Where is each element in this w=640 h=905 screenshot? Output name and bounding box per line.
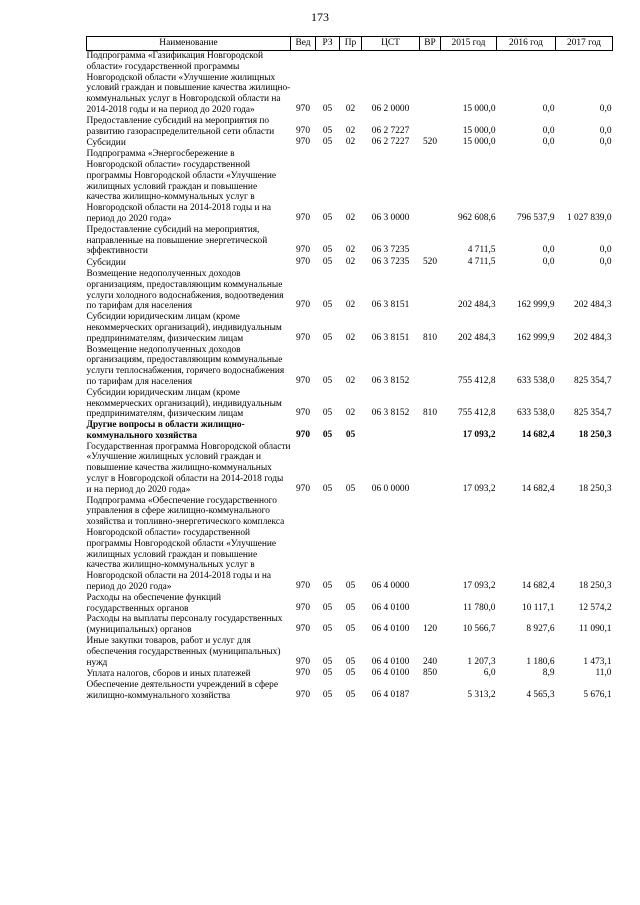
row-rz: 05	[322, 103, 333, 114]
row-ved: 970	[295, 483, 311, 494]
header-2015: 2015 год	[441, 37, 497, 51]
row-cst	[362, 420, 420, 442]
header-vr: ВР	[420, 37, 441, 51]
row-2015: 17 093,2	[462, 581, 496, 592]
row-pr: 05	[345, 668, 356, 679]
row-ved: 970	[295, 375, 311, 386]
row-2017: 202 484,3	[574, 300, 612, 311]
row-2016: 0,0	[542, 137, 555, 148]
row-pr: 02	[345, 408, 356, 419]
row-ved: 970	[295, 257, 311, 268]
row-rz: 05	[322, 375, 333, 386]
row-2016: 162 999,9	[517, 332, 555, 343]
row-2015: 202 484,3	[458, 300, 496, 311]
row-ved: 970	[295, 103, 311, 114]
row-ved: 970	[295, 245, 311, 256]
row-2016: 10 117,1	[522, 602, 555, 613]
row-2017: 0,0	[599, 125, 612, 136]
row-2015: 15 000,0	[462, 137, 496, 148]
row-cst: 06 2 7227	[371, 125, 410, 136]
table-row	[87, 668, 613, 680]
row-vr	[420, 420, 441, 442]
row-name: Другие вопросы в области жилищно-коммунального хозяйства	[86, 420, 245, 441]
row-ved: 970	[295, 332, 311, 343]
row-ved: 970	[295, 125, 311, 136]
row-ved: 970	[295, 624, 311, 635]
row-2017: 0,0	[599, 257, 612, 268]
table-row	[87, 680, 613, 702]
row-vr: 240	[422, 656, 438, 667]
row-pr: 05	[345, 429, 356, 440]
row-2015: 755 412,8	[458, 408, 496, 419]
table-row	[87, 51, 613, 116]
row-cst: 06 3 8151	[371, 332, 410, 343]
row-2016: 0,0	[542, 245, 555, 256]
row-cst: 06 3 8152	[371, 408, 410, 419]
row-vr: 120	[422, 624, 438, 635]
row-2017: 202 484,3	[574, 332, 612, 343]
row-pr: 02	[345, 212, 356, 223]
table-row	[87, 636, 613, 668]
table-row	[87, 496, 613, 593]
row-name: Уплата налогов, сборов и иных платежей	[86, 669, 251, 680]
row-ved: 970	[295, 429, 311, 440]
row-vr	[420, 116, 441, 138]
row-pr: 05	[345, 581, 356, 592]
row-rz: 05	[322, 602, 333, 613]
row-name: Подпрограмма «Энергосбережение в Новгородской области» государственной программы Новгородской области «Улучшение жилищных условий граждан и повышение качества жилищно-коммунальных услуг в Новгородской области на 2014-2018 годы и на период до 2020 года»	[86, 149, 277, 224]
row-name: Субсидии юридическим лицам (кроме некоммерческих организаций), индивидуальным предпринимателям, физическим лицам	[86, 387, 282, 420]
row-2017: 5 676,1	[583, 690, 612, 701]
row-2016: 14 682,4	[521, 429, 555, 440]
table-row	[87, 388, 613, 420]
row-name: Предоставление субсидий на мероприятия по развитию газораспределительной сети области	[86, 115, 275, 137]
header-2017: 2017 год	[556, 37, 613, 51]
row-cst: 06 4 0187	[371, 690, 410, 701]
row-2016: 162 999,9	[517, 300, 555, 311]
header-pr: Пр	[340, 37, 362, 51]
row-pr: 05	[345, 602, 356, 613]
row-ved: 970	[295, 300, 311, 311]
row-name: Возмещение недополученных доходов организациям, предоставляющим коммунальные услуги холодного водоснабжения, водоотведения по тарифам для населения	[86, 268, 284, 312]
row-2017: 11,0	[595, 668, 612, 679]
row-cst: 06 0 0000	[371, 483, 410, 494]
row-name: Подпрограмма «Обеспечение государственного управления в сфере жилищно-коммунального хозяйства и топливно-энергетического комплекса Новгородской области» государственной программы Новгородской области «Улучшение жилищных условий граждан и повышение качества жилищно-коммунальных услуг в Новгородской области на 2014-2018 годы и на период до 2020 года»	[86, 495, 285, 593]
row-cst: 06 4 0100	[371, 656, 410, 667]
row-vr	[420, 51, 441, 116]
row-2015: 17 093,2	[462, 483, 496, 494]
row-2015: 4 711,5	[467, 245, 496, 256]
row-rz: 05	[322, 257, 333, 268]
row-2017: 0,0	[599, 103, 612, 114]
row-rz: 05	[322, 624, 333, 635]
row-2015: 1 207,3	[467, 656, 496, 667]
row-2015: 15 000,0	[462, 125, 496, 136]
row-2015: 755 412,8	[458, 375, 496, 386]
row-vr	[420, 442, 441, 496]
header-cst: ЦСТ	[362, 37, 420, 51]
row-ved: 970	[295, 137, 311, 148]
row-2015: 5 313,2	[467, 690, 496, 701]
row-rz: 05	[322, 245, 333, 256]
row-cst: 06 3 0000	[371, 212, 410, 223]
row-2017: 12 574,2	[578, 602, 612, 613]
row-rz: 05	[322, 137, 333, 148]
row-2017: 11 090,1	[579, 624, 612, 635]
row-cst: 06 2 7227	[371, 137, 410, 148]
row-rz: 05	[322, 408, 333, 419]
row-pr: 05	[345, 690, 356, 701]
row-ved: 970	[295, 581, 311, 592]
row-ved: 970	[295, 212, 311, 223]
header-ved: Вед	[291, 37, 316, 51]
row-rz: 05	[322, 690, 333, 701]
table-header	[87, 37, 613, 51]
row-2017: 1 027 839,0	[566, 212, 612, 223]
row-2017: 0,0	[599, 245, 612, 256]
row-pr: 05	[345, 624, 356, 635]
row-vr: 520	[422, 137, 438, 148]
row-rz: 05	[322, 483, 333, 494]
row-pr: 05	[345, 656, 356, 667]
row-pr: 02	[345, 332, 356, 343]
row-ved: 970	[295, 690, 311, 701]
row-2017: 18 250,3	[578, 581, 612, 592]
row-2016: 8,9	[542, 668, 555, 679]
row-pr: 02	[345, 245, 356, 256]
row-cst: 06 3 7235	[371, 257, 410, 268]
table-row	[87, 442, 613, 496]
row-rz: 05	[322, 212, 333, 223]
row-cst: 06 2 0000	[371, 103, 410, 114]
row-cst: 06 4 0000	[371, 581, 410, 592]
row-name: Субсидии	[86, 138, 126, 149]
table-row	[87, 420, 613, 442]
row-cst: 06 4 0100	[371, 668, 410, 679]
row-vr	[420, 680, 441, 702]
row-2017: 1 473,1	[583, 656, 612, 667]
row-cst: 06 3 8152	[371, 375, 410, 386]
row-name: Подпрограмма «Газификация Новгородской области» государственной программы Новгородской области «Улучшение жилищных условий граждан и повышение качества жилищно-коммунальных услуг в Новгородской области на 2014-2018 годы и на период до 2020 года»	[86, 51, 291, 115]
row-2016: 633 538,0	[517, 408, 555, 419]
row-2016: 796 537,9	[517, 212, 555, 223]
row-2017: 18 250,3	[578, 429, 612, 440]
row-2017: 825 354,7	[574, 375, 612, 386]
row-rz: 05	[322, 429, 333, 440]
row-ved: 970	[295, 602, 311, 613]
row-2016: 14 682,4	[521, 483, 555, 494]
row-name: Расходы на выплаты персоналу государственных (муниципальных) органов	[86, 614, 283, 636]
row-2016: 1 180,6	[526, 656, 555, 667]
row-ved: 970	[295, 408, 311, 419]
row-2016: 0,0	[542, 103, 555, 114]
header-name: Наименование	[87, 37, 291, 51]
row-name: Предоставление субсидий на мероприятия, направленные на повышение энергетической эффективности	[86, 224, 268, 257]
row-2017: 825 354,7	[574, 408, 612, 419]
row-name: Государственная программа Новгородской области «Улучшение жилищных условий граждан и повышение качества жилищно-коммунальных услуг в Новгородской области на 2014-2018 годы и на период до 2020 года»	[86, 441, 291, 495]
row-name: Субсидии юридическим лицам (кроме некоммерческих организаций), индивидуальным предпринимателям, физическим лицам	[86, 312, 282, 344]
row-cst: 06 3 8151	[371, 300, 410, 311]
table-row	[87, 269, 613, 312]
table-row	[87, 312, 613, 344]
row-ved: 970	[295, 668, 311, 679]
table-row	[87, 116, 613, 138]
row-vr	[420, 496, 441, 593]
row-2015: 17 093,2	[462, 429, 496, 440]
row-pr: 02	[345, 375, 356, 386]
row-2016: 4 565,3	[526, 690, 555, 701]
row-vr	[420, 149, 441, 225]
row-pr: 02	[345, 103, 356, 114]
row-2016: 8 927,6	[526, 624, 555, 635]
budget-table	[86, 36, 613, 702]
row-rz: 05	[322, 125, 333, 136]
row-vr	[420, 225, 441, 257]
row-pr: 02	[345, 257, 356, 268]
row-2015: 6,0	[483, 668, 496, 679]
row-name: Обеспечение деятельности учреждений в сфере жилищно-коммунального хозяйства	[86, 680, 279, 702]
table-row	[87, 257, 613, 269]
row-ved: 970	[295, 656, 311, 667]
table-row	[87, 225, 613, 257]
row-name: Расходы на обеспечение функций государственных органов	[86, 592, 221, 614]
row-2015: 11 780,0	[463, 602, 496, 613]
row-vr: 810	[422, 408, 438, 419]
row-2015: 202 484,3	[458, 332, 496, 343]
row-pr: 02	[345, 125, 356, 136]
row-2016: 0,0	[542, 125, 555, 136]
row-pr: 05	[345, 483, 356, 494]
row-2015: 10 566,7	[462, 624, 496, 635]
row-cst: 06 3 7235	[371, 245, 410, 256]
row-name: Возмещение недополученных доходов организациям, предоставляющим коммунальные услуги теплоснабжения, горячего водоснабжения по тарифам для населения	[86, 344, 285, 387]
row-2015: 4 711,5	[467, 257, 496, 268]
row-2015: 962 608,6	[458, 212, 496, 223]
row-2016: 14 682,4	[521, 581, 555, 592]
table-row	[87, 593, 613, 615]
row-2017: 18 250,3	[578, 483, 612, 494]
row-vr	[420, 269, 441, 312]
row-rz: 05	[322, 300, 333, 311]
row-cst: 06 4 0100	[371, 624, 410, 635]
row-vr: 810	[422, 332, 438, 343]
row-rz: 05	[322, 581, 333, 592]
header-2016: 2016 год	[497, 37, 556, 51]
row-cst: 06 4 0100	[371, 602, 410, 613]
table-row	[87, 345, 613, 388]
table-row	[87, 614, 613, 636]
row-2015: 15 000,0	[462, 103, 496, 114]
row-pr: 02	[345, 137, 356, 148]
header-rz: РЗ	[316, 37, 340, 51]
row-vr	[420, 593, 441, 615]
row-rz: 05	[322, 656, 333, 667]
table-row	[87, 137, 613, 149]
row-rz: 05	[322, 668, 333, 679]
row-2017: 0,0	[599, 137, 612, 148]
page-number: 173	[311, 10, 329, 24]
row-rz: 05	[322, 332, 333, 343]
row-vr: 520	[422, 257, 438, 268]
row-name: Субсидии	[86, 258, 126, 269]
row-2016: 0,0	[542, 257, 555, 268]
row-vr	[420, 345, 441, 388]
row-vr: 850	[422, 668, 438, 679]
row-pr: 02	[345, 300, 356, 311]
table-row	[87, 149, 613, 225]
row-2016: 633 538,0	[517, 375, 555, 386]
row-name: Иные закупки товаров, работ и услуг для обеспечения государственных (муниципальных) нужд	[86, 636, 281, 668]
